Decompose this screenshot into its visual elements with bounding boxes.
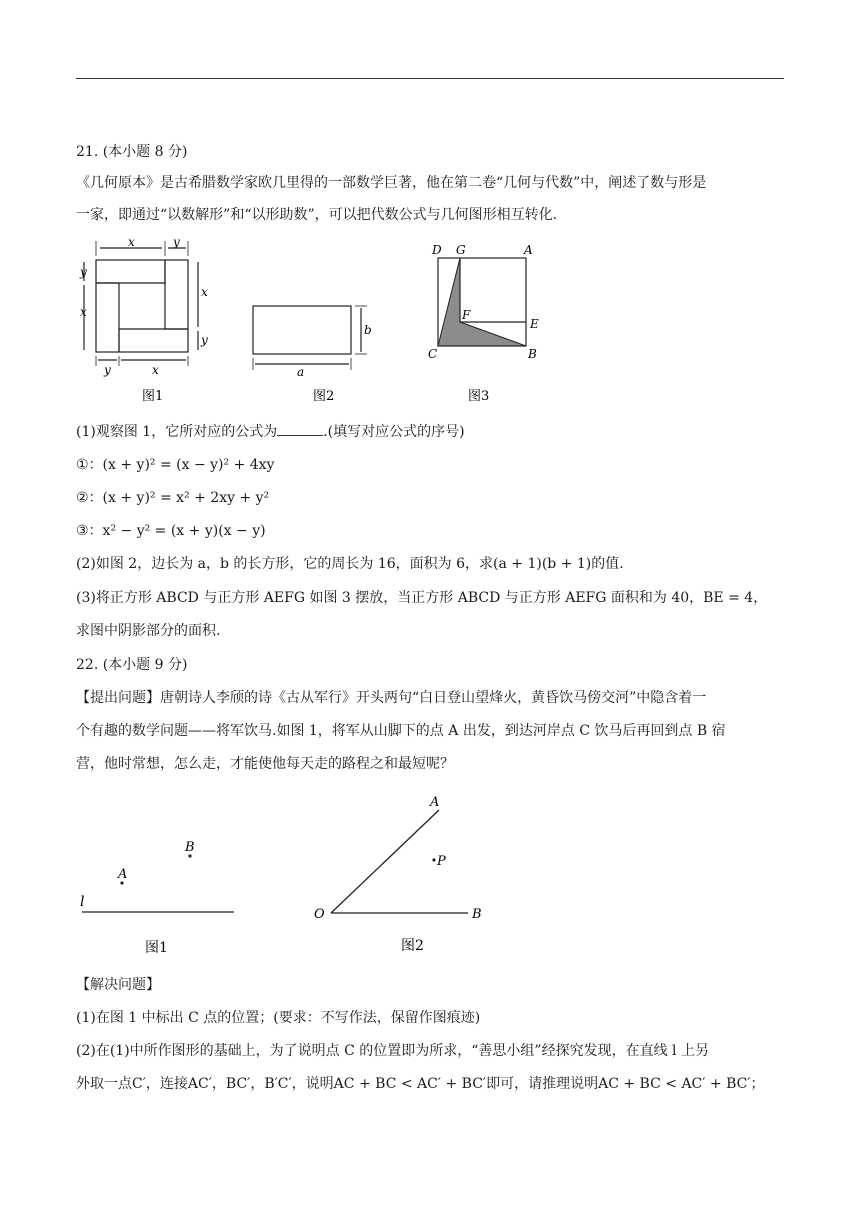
formula-1: ①：(x + y)² = (x − y)² + 4xy [76,457,275,473]
fig1-label-x-right: x [201,285,208,299]
fig1-label-x-top: x [128,236,135,249]
fig3-label-A: A [524,243,533,257]
fig1-label-y-bottom: y [104,363,111,377]
q21-part3-line2: 求图中阴影部分的面积. [76,623,221,639]
q22-fig1-caption: 图1 [145,940,168,956]
q21-intro-line2: 一家，即通过“以数解形”和“以形助数”，可以把代数公式与几何图形相互转化. [76,207,558,223]
fig3-label-G: G [456,243,466,257]
q21-title: 21. (本小题 8 分) [76,144,188,160]
q21-part1-text: (1)观察图 1，它所对应的公式为 [76,424,278,440]
q22-fig1-label-A: A [118,867,128,882]
fig2-label-b: b [364,323,372,337]
q21-intro-line1: 《几何原本》是古希腊数学家欧几里得的一部数学巨著，他在第二卷“几何与代数”中，阐述了数与形是 [76,175,707,191]
q21-part1 [76,421,465,442]
q22-figure-2 [306,788,496,958]
q22-fig1-label-l: l [80,894,85,910]
q21-part1-tail: .(填写对应公式的序号) [323,424,465,440]
fig3-label-B: B [528,347,537,361]
q22-solve-heading: 【解决问题】 [76,977,160,993]
answer-blank[interactable] [277,421,323,436]
q22-problem-line3: 营，他时常想，怎么走，才能使他每天走的路程之和最短呢？ [76,756,454,772]
q21-part3-line1: (3)将正方形 ABCD 与正方形 AEFG 如图 3 摆放，当正方形 ABCD 与正方形 AEFG 面积和为 40，BE = 4， [76,590,768,606]
fig1-label-x-left: x [80,305,87,319]
formula-3: ③：x² − y² = (x + y)(x − y) [76,523,266,539]
fig3-label-F: F [462,308,471,322]
q22-fig2-label-B: B [472,907,482,922]
q22-problem-line2: 个有趣的数学问题——将军饮马.如图 1，将军从山脚下的点 A 出发，到达河岸点 C 饮马后再回到点 B 宿 [76,723,726,739]
q22-problem-line1: 【提出问题】唐朝诗人李颀的诗《古从军行》开头两句“白日登山望烽火，黄昏饮马傍交河”中隐含着一 [76,690,707,706]
q21-figure-2 [245,296,385,406]
formula-2: ②：(x + y)² = x² + 2xy + y² [76,490,270,506]
fig3-label-C: C [428,347,438,361]
q21-figure-3 [422,238,562,406]
q22-fig2-label-P: P [437,854,446,869]
q22-fig2-label-A: A [430,795,440,810]
fig3-label-D: D [432,243,442,257]
fig2-label-a: a [297,365,305,379]
fig2-caption: 图2 [313,389,335,404]
fig1-label-y-left: y [80,265,87,279]
fig1-label-x-bottom: x [152,363,159,377]
q21-part2: (2)如图 2，边长为 a，b 的长方形，它的周长为 16，面积为 6，求(a + 1)(b + 1)的值. [76,556,624,572]
q22-fig2-label-O: O [314,907,325,922]
header-rule [76,78,784,79]
fig1-caption: 图1 [142,389,164,404]
fig3-caption: 图3 [468,389,490,404]
fig3-label-E: E [530,317,539,331]
q22-fig2-caption: 图2 [401,938,424,954]
q22-title: 22. (本小题 9 分) [76,657,188,673]
q22-solve-part2-line2: 外取一点C′，连接AC′，BC′，B′C′，说明AC + BC < AC′ + BC′即可，请推理说明AC + BC < AC′ + BC′； [76,1076,765,1092]
q22-solve-part2-line1: (2)在(1)中所作图形的基础上，为了说明点 C 的位置即为所求，“善思小组”经探究发现，在直线 l 上另 [76,1043,709,1059]
q21-figure-1 [78,236,218,406]
q22-fig1-label-B: B [185,840,195,855]
q22-figure-1 [76,830,246,960]
fig1-label-y-top: y [173,236,180,249]
q22-solve-part1: (1)在图 1 中标出 C 点的位置；(要求：不写作法，保留作图痕迹) [76,1010,481,1026]
fig1-label-y-right: y [201,333,208,347]
